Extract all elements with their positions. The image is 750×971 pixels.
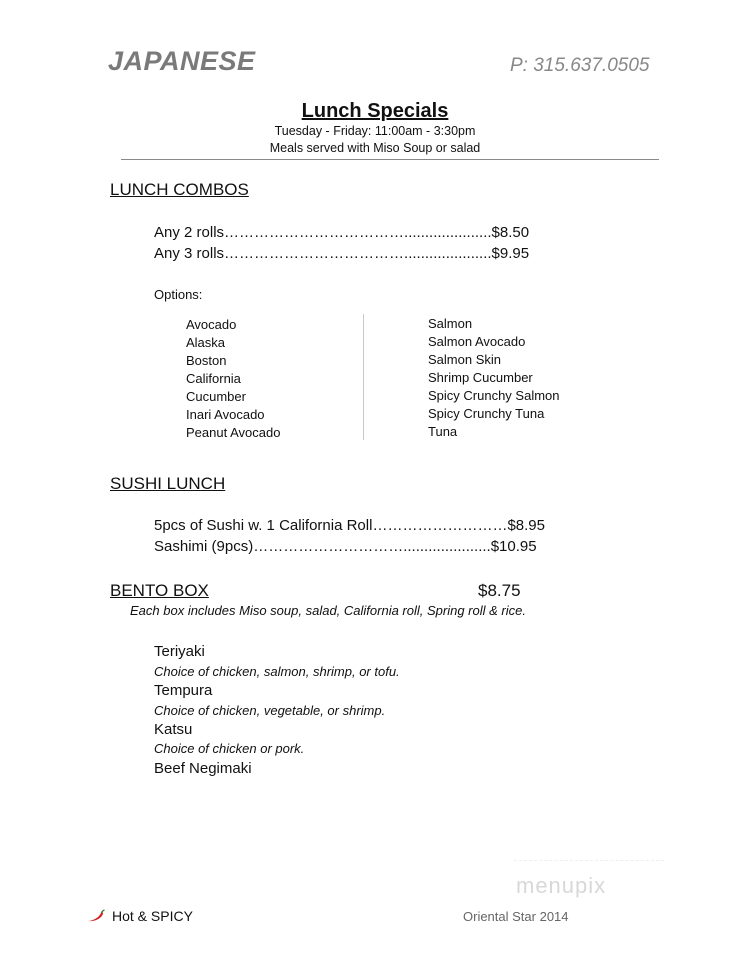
bento-dish-desc: Choice of chicken, vegetable, or shrimp. bbox=[154, 703, 386, 718]
option-item: California bbox=[186, 371, 241, 386]
watermark-rule bbox=[514, 860, 664, 861]
section-lunch-combos: LUNCH COMBOS bbox=[110, 180, 249, 199]
option-item: Shrimp Cucumber bbox=[428, 370, 533, 385]
watermark-logo: menupix bbox=[516, 873, 607, 898]
option-item: Spicy Crunchy Salmon bbox=[428, 388, 560, 403]
option-item: Alaska bbox=[186, 335, 226, 350]
option-item: Salmon Avocado bbox=[428, 334, 526, 349]
options-divider bbox=[363, 314, 364, 440]
combo-item: Any 2 rolls……………………………….....................$8.50 bbox=[154, 224, 530, 241]
bento-dish-desc: Choice of chicken or pork. bbox=[154, 741, 305, 756]
option-item: Salmon Skin bbox=[428, 352, 501, 367]
chili-pepper-icon bbox=[86, 909, 106, 923]
bento-dish-desc: Choice of chicken, salmon, shrimp, or tofu. bbox=[154, 664, 400, 679]
header-divider bbox=[121, 159, 659, 160]
brand-title: JAPANESE bbox=[108, 46, 256, 76]
meals-note: Meals served with Miso Soup or salad bbox=[269, 141, 481, 155]
phone-number: P: 315.637.0505 bbox=[510, 55, 650, 76]
bento-price: $8.75 bbox=[478, 581, 521, 600]
section-bento-box: BENTO BOX bbox=[110, 581, 209, 600]
option-item: Spicy Crunchy Tuna bbox=[428, 406, 545, 421]
option-item: Boston bbox=[186, 353, 227, 368]
section-sushi-lunch: SUSHI LUNCH bbox=[110, 474, 226, 493]
bento-dish-name: Tempura bbox=[154, 682, 213, 699]
spicy-legend-label: Hot & SPICY bbox=[112, 908, 193, 924]
option-item: Avocado bbox=[186, 317, 237, 332]
bento-dish-name: Beef Negimaki bbox=[154, 760, 252, 777]
bento-dish-name: Katsu bbox=[154, 721, 193, 738]
option-item: Cucumber bbox=[186, 389, 246, 404]
option-item: Peanut Avocado bbox=[186, 425, 281, 440]
page-title: Lunch Specials bbox=[301, 100, 449, 122]
options-right-list bbox=[428, 315, 560, 441]
option-item: Inari Avocado bbox=[186, 407, 265, 422]
option-item: Tuna bbox=[428, 424, 458, 439]
sushi-item: 5pcs of Sushi w. 1 California Roll………………………$8.95 bbox=[154, 517, 545, 534]
combo-item: Any 3 rolls……………………………….....................$9.95 bbox=[154, 245, 530, 262]
options-label: Options: bbox=[154, 287, 203, 302]
options-left-list bbox=[186, 316, 280, 442]
sushi-item: Sashimi (9pcs)………………………….....................$10.95 bbox=[154, 538, 537, 555]
option-item: Salmon bbox=[428, 316, 473, 331]
bento-description: Each box includes Miso soup, salad, California roll, Spring roll & rice. bbox=[130, 603, 526, 618]
credit-text: Oriental Star 2014 bbox=[463, 909, 569, 924]
spicy-legend bbox=[86, 908, 193, 924]
hours-text: Tuesday - Friday: 11:00am - 3:30pm bbox=[274, 124, 476, 138]
bento-dish-name: Teriyaki bbox=[154, 643, 205, 660]
